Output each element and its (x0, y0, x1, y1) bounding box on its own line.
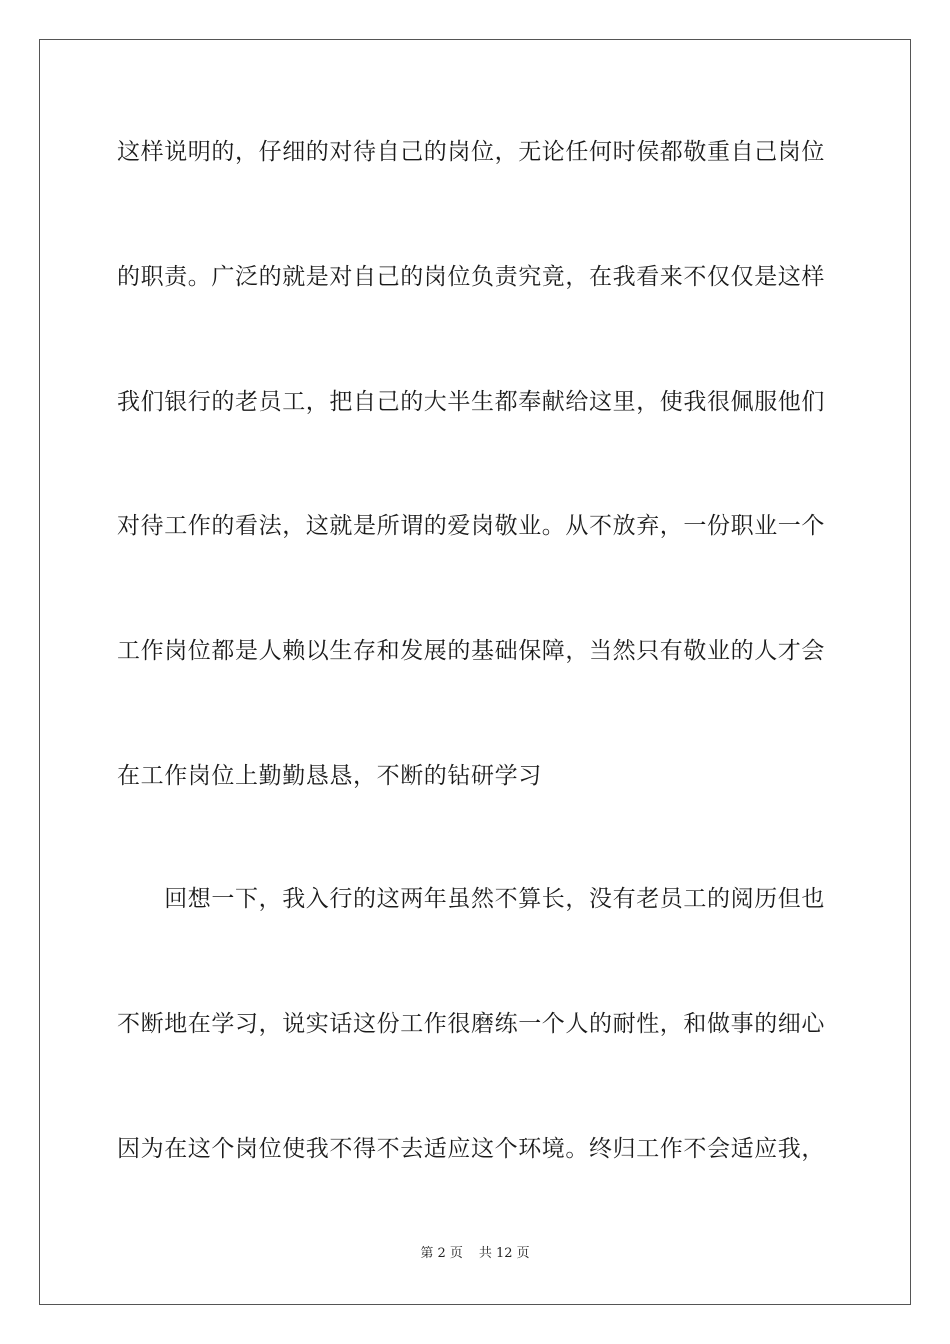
body-line: 的职责。广泛的就是对自己的岗位负责究竟，在我看来不仅仅是这样 (117, 264, 825, 290)
body-line: 我们银行的老员工，把自己的大半生都奉献给这里，使我很佩服他们 (117, 389, 825, 415)
body-line: 因为在这个岗位使我不得不去适应这个环境。终归工作不会适应我， (117, 1136, 825, 1162)
body-line: 不断地在学习，说实话这份工作很磨练一个人的耐性，和做事的细心 (117, 1011, 825, 1037)
page-number: 第 2 页 (420, 1246, 463, 1261)
page-total: 共 12 页 (478, 1246, 530, 1261)
body-line: 对待工作的看法，这就是所谓的爱岗敬业。从不放弃，一份职业一个 (117, 513, 825, 539)
body-line: 工作岗位都是人赖以生存和发展的基础保障，当然只有敬业的人才会 (117, 638, 825, 664)
body-line: 回想一下，我入行的这两年虽然不算长，没有老员工的阅历但也 (117, 886, 825, 912)
page-border (39, 39, 911, 1305)
body-line: 在工作岗位上勤勤恳恳，不断的钻研学习 (117, 763, 542, 789)
body-line: 这样说明的，仔细的对待自己的岗位，无论任何时侯都敬重自己岗位 (117, 139, 825, 165)
page-footer (0, 1246, 950, 1262)
